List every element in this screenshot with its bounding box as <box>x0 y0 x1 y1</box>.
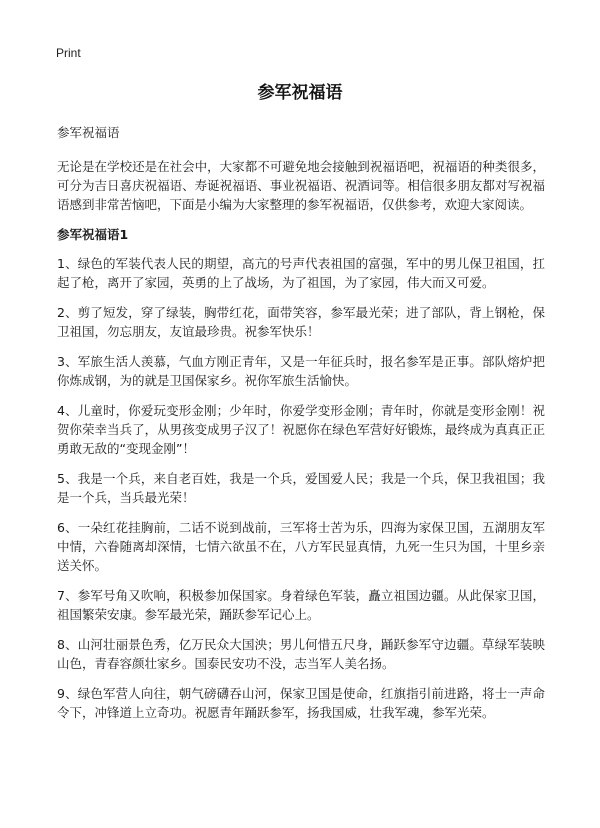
blessing-item: 5、我是一个兵，来自老百姓，我是一个兵，爱国爱人民；我是一个兵，保卫我祖国；我是一个兵，当兵最光荣！ <box>57 471 545 505</box>
blessing-item: 3、军旅生活人羡慕，气血方刚正青年，又是一年征兵时，报名参军是正事。部队熔炉把你炼成钢，为的就是卫国保家乡。祝你军旅生活愉快。 <box>57 354 545 388</box>
blessing-item: 6、一朵红花挂胸前，二话不说到战前，三军将士苦为乐，四海为家保卫国，五湖朋友军中情，六眷随离却深情，七情六欲虽不在，八方军民显真情，九死一生只为国，十里乡亲送关怀。 <box>57 520 545 573</box>
article-subtitle: 参军祝福语 <box>57 125 120 140</box>
article-body <box>57 123 545 733</box>
blessing-item: 4、儿童时，你爱玩变形金刚；少年时，你爱学变形金刚；青年时，你就是变形金刚！祝贺你荣幸当兵了，从男孩变成男子汉了！祝愿你在绿色军营好好锻炼，最终成为真真正正勇敢无敌的“变现金刚”！ <box>57 403 545 456</box>
blessing-item: 7、参军号角又吹响，积极参加保国家。身着绿色军装，矗立祖国边疆。从此保家卫国，祖国繁荣安康。参军最光荣，踊跃参军记心上。 <box>57 588 545 622</box>
page-title: 参军祝福语 <box>257 83 343 103</box>
section-heading: 参军祝福语1 <box>57 227 129 242</box>
print-link[interactable]: Print <box>56 46 81 60</box>
blessing-item: 8、山河壮丽景色秀，亿万民众大国泱；男儿何惜五尺身，踊跃参军守边疆。草绿军装映山色，青春容颜壮家乡。国泰民安功不没，志当军人美名扬。 <box>57 637 545 671</box>
intro-paragraph: 无论是在学校还是在社会中，大家都不可避免地会接触到祝福语吧，祝福语的种类很多，可分为吉日喜庆祝福语、寿诞祝福语、事业祝福语、祝酒词等。相信很多朋友都对写祝福语感到非常苦恼吧，下面是小编为大家整理的参军祝福语，仅供参考，欢迎大家阅读。 <box>57 159 545 212</box>
blessing-item: 2、剪了短发，穿了绿装，胸带红花，面带笑容，参军最光荣；进了部队，背上钢枪，保卫祖国，勿忘朋友，友谊最珍贵。祝参军快乐！ <box>57 305 545 339</box>
blessing-item: 1、绿色的军装代表人民的期望，高亢的号声代表祖国的富强，军中的男儿保卫祖国，扛起了枪，离开了家园，英勇的上了战场，为了祖国，为了家园，伟大而又可爱。 <box>57 256 545 290</box>
blessing-item: 9、绿色军营人向往，朝气磅礴吞山河，保家卫国是使命，红旗指引前进路，将士一声命令下，冲锋道上立奇功。祝愿青年踊跃参军，扬我国威，壮我军魂，参军光荣。 <box>57 686 545 720</box>
